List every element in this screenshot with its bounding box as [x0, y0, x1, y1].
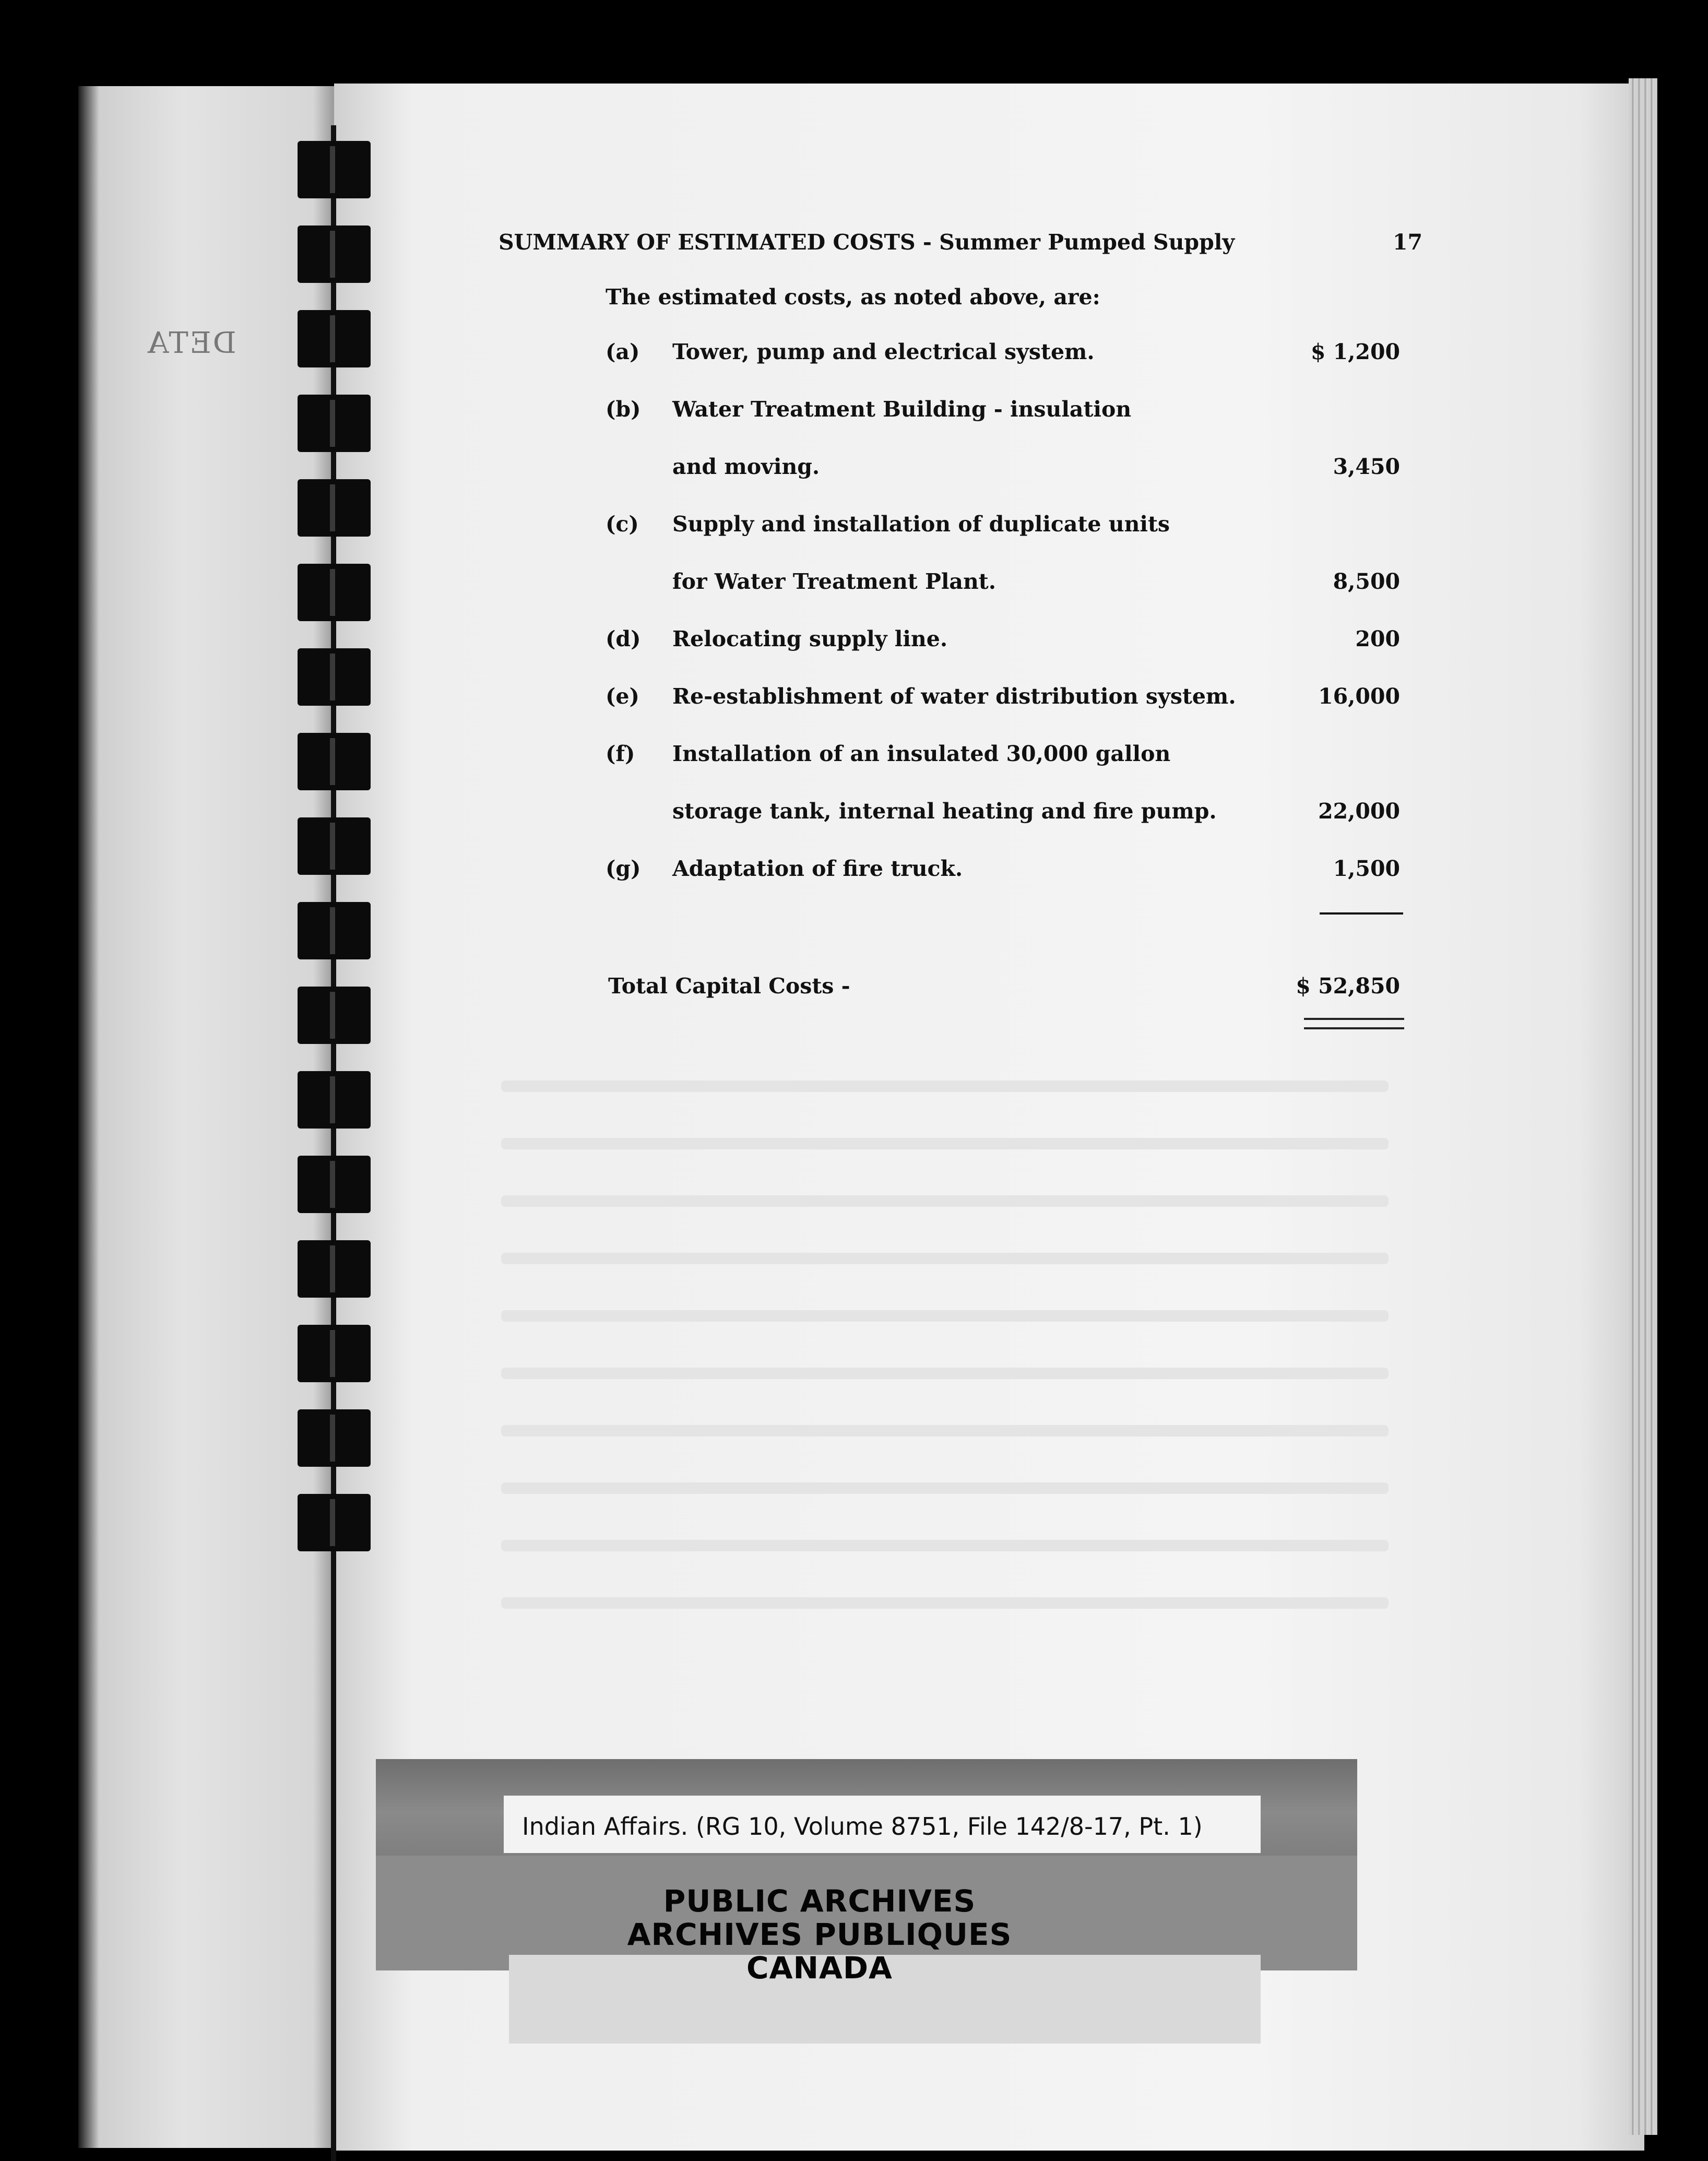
item-amount: 16,000 — [1318, 684, 1400, 709]
binding-ring — [298, 564, 371, 621]
item-letter: (c) — [606, 512, 639, 537]
item-amount: 200 — [1355, 626, 1400, 651]
item-letter: (g) — [606, 856, 641, 881]
binding-ring — [298, 1494, 371, 1551]
binding-ring — [298, 987, 371, 1044]
binding-ring — [298, 733, 371, 790]
bleed-through-line — [501, 1540, 1389, 1551]
stamp-line-1: PUBLIC ARCHIVES — [663, 1883, 976, 1919]
item-amount: 8,500 — [1333, 569, 1400, 594]
binding-ring — [298, 1325, 371, 1382]
page-edges — [1629, 78, 1657, 2135]
stamp-line-3: CANADA — [746, 1950, 893, 1986]
bleed-through-line — [501, 1138, 1389, 1149]
item-description: for Water Treatment Plant. — [672, 569, 997, 594]
binding-ring — [298, 310, 371, 367]
binding-ring — [298, 1071, 371, 1129]
item-letter: (e) — [606, 684, 639, 709]
binding-ring — [298, 1409, 371, 1467]
item-amount: 3,450 — [1333, 454, 1400, 479]
binding-ring — [298, 902, 371, 959]
bleed-through-line — [501, 1195, 1389, 1207]
item-letter: (a) — [606, 339, 640, 364]
bleed-through-line — [501, 1080, 1389, 1092]
total-amount: $ 52,850 — [1296, 973, 1400, 999]
bleed-through-line — [501, 1310, 1389, 1322]
binding-ring — [298, 817, 371, 875]
item-amount: 1,500 — [1333, 856, 1400, 881]
page-number: 17 — [1393, 230, 1423, 255]
item-description: Re-establishment of water distribution system. — [672, 684, 1236, 709]
item-amount: 22,000 — [1318, 799, 1400, 824]
bleed-through-line — [501, 1597, 1389, 1609]
item-amount: $ 1,200 — [1310, 339, 1400, 364]
item-letter: (b) — [606, 397, 641, 422]
reference-text: Indian Affairs. (RG 10, Volume 8751, File 142/8-17, Pt. 1) — [522, 1812, 1203, 1841]
item-description: Relocating supply line. — [672, 626, 948, 651]
item-description: Adaptation of fire truck. — [672, 856, 963, 881]
binding-ring — [298, 648, 371, 706]
binding-ring — [298, 141, 371, 198]
subtotal-rule — [1320, 912, 1403, 915]
item-description: Supply and installation of duplicate units — [672, 512, 1170, 537]
bleed-through-line — [501, 1253, 1389, 1264]
item-description: Tower, pump and electrical system. — [672, 339, 1095, 364]
total-double-rule — [1304, 1018, 1404, 1029]
bleed-through-line — [501, 1425, 1389, 1436]
total-label: Total Capital Costs - — [608, 973, 850, 999]
item-description: storage tank, internal heating and fire pump. — [672, 799, 1217, 824]
item-description: Installation of an insulated 30,000 gallon — [672, 741, 1171, 766]
intro-text: The estimated costs, as noted above, are: — [606, 284, 1100, 310]
binding-ring — [298, 395, 371, 452]
stamp-line-2: ARCHIVES PUBLIQUES — [627, 1917, 1012, 1952]
item-letter: (f) — [606, 741, 635, 766]
spiral-binding — [287, 125, 371, 2161]
item-description: and moving. — [672, 454, 820, 479]
binding-ring — [298, 479, 371, 537]
binding-ring — [298, 225, 371, 283]
bleed-through-line — [501, 1368, 1389, 1379]
binding-ring — [298, 1240, 371, 1298]
binding-ring — [298, 1156, 371, 1213]
bleed-through-line — [501, 1482, 1389, 1494]
page-title: SUMMARY OF ESTIMATED COSTS - Summer Pumped Supply — [499, 230, 1235, 255]
item-letter: (d) — [606, 626, 641, 651]
archives-stamp — [553, 1884, 1086, 1985]
previous-page-text: DETA — [146, 326, 236, 360]
item-description: Water Treatment Building - insulation — [672, 397, 1132, 422]
